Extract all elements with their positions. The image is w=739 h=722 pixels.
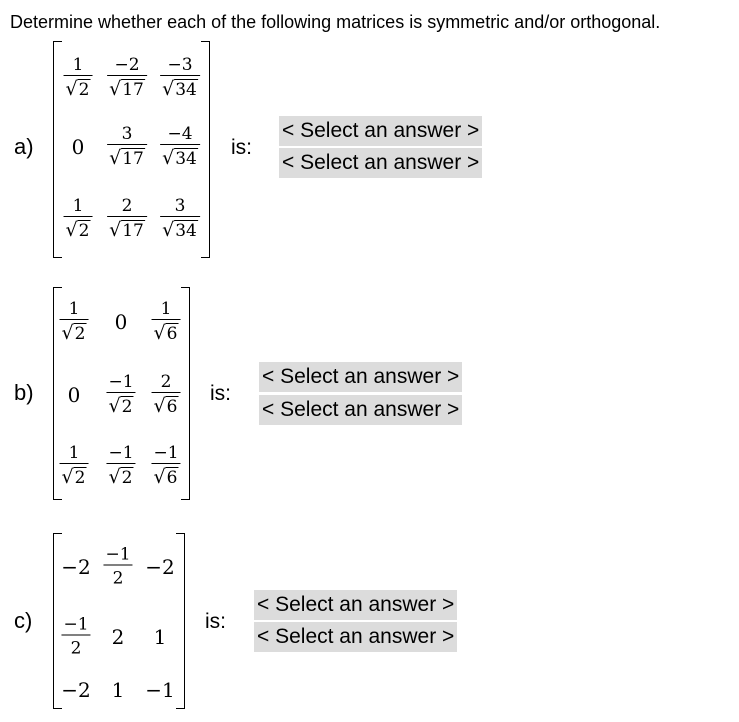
sqrt-symbol xyxy=(62,322,87,345)
matrix-b-cell-2-2 xyxy=(106,372,135,418)
fraction-numerator: 1 xyxy=(68,443,80,463)
fraction xyxy=(107,196,147,242)
fraction-denominator: 2 xyxy=(103,565,132,590)
matrix-b-right-bracket xyxy=(181,287,190,500)
sqrt-symbol xyxy=(162,147,198,170)
matrix-b-cell-2-3 xyxy=(152,372,181,418)
radical-sign: √ xyxy=(108,466,121,488)
matrix-a-cell-2-1 xyxy=(72,135,85,159)
matrix-c-cell-1-3 xyxy=(145,555,174,579)
radical-sign: √ xyxy=(109,219,122,241)
problem-b-symmetric-select[interactable]: < Select an answer > xyxy=(259,362,462,392)
fraction xyxy=(106,443,135,489)
fraction-denominator xyxy=(160,144,200,170)
radicand: 6 xyxy=(166,397,178,417)
matrix-a-cell-1-2 xyxy=(107,55,147,101)
matrix-a-cell-2-3 xyxy=(160,124,200,170)
fraction-denominator xyxy=(107,144,147,170)
matrix-entry-value: −2 xyxy=(61,555,91,579)
fraction-denominator xyxy=(160,216,200,242)
matrix-entry-value: 0 xyxy=(71,135,85,159)
matrix-b-cell-3-2 xyxy=(106,443,135,489)
problem-b-is-label: is: xyxy=(210,382,231,405)
radical-sign: √ xyxy=(109,78,122,100)
radical-sign: √ xyxy=(108,395,121,417)
matrix-entry-value: 1 xyxy=(111,678,125,702)
fraction-numerator: −1 xyxy=(108,372,134,392)
fraction xyxy=(160,55,200,101)
matrix-c-cell-3-3 xyxy=(145,678,174,702)
radical-sign: √ xyxy=(153,322,166,344)
matrix-b-cell-1-3 xyxy=(152,299,181,345)
sqrt-symbol xyxy=(66,219,91,242)
matrix-c-cell-1-2 xyxy=(103,545,132,590)
fraction xyxy=(64,196,93,242)
fraction xyxy=(160,124,200,170)
matrix-c-cell-2-3 xyxy=(154,625,167,649)
fraction-denominator xyxy=(151,463,180,489)
radical-sign: √ xyxy=(162,147,175,169)
fraction xyxy=(160,196,200,242)
question-prompt: Determine whether each of the following matrices is symmetric and/or orthogonal. xyxy=(10,12,661,32)
matrix-entry-value: 0 xyxy=(67,383,81,407)
matrix-a-cell-3-1 xyxy=(64,196,93,242)
matrix-entry-value: −1 xyxy=(145,678,175,702)
radicand: 2 xyxy=(121,468,133,488)
matrix-entry-value: −2 xyxy=(61,678,91,702)
matrix-a-cell-2-2 xyxy=(107,124,147,170)
problem-a-label: a) xyxy=(14,134,34,159)
problem-a-symmetric-select[interactable]: < Select an answer > xyxy=(279,116,482,146)
radical-sign: √ xyxy=(109,147,122,169)
problem-c-is-label: is: xyxy=(205,610,226,633)
fraction-denominator xyxy=(152,392,181,418)
sqrt-symbol xyxy=(109,219,145,242)
matrix-c-cell-3-1 xyxy=(61,678,90,702)
problem-c-label: c) xyxy=(14,608,33,633)
sqrt-symbol xyxy=(162,78,198,101)
sqrt-symbol xyxy=(154,322,179,345)
problem-a-orthogonal-select[interactable]: < Select an answer > xyxy=(279,148,482,178)
fraction-denominator xyxy=(60,319,89,345)
matrix-c-right-bracket xyxy=(176,533,185,709)
problem-c-orthogonal-select[interactable]: < Select an answer > xyxy=(254,622,457,652)
matrix-a-left-bracket xyxy=(53,41,62,258)
fraction-numerator: −1 xyxy=(63,614,89,635)
fraction xyxy=(152,299,181,345)
radical-sign: √ xyxy=(153,466,166,488)
fraction-denominator xyxy=(106,392,135,418)
fraction-numerator: −4 xyxy=(167,124,193,144)
fraction-numerator: 2 xyxy=(160,372,172,392)
fraction xyxy=(107,55,147,101)
matrix-entry-value: 1 xyxy=(153,625,167,649)
radicand: 2 xyxy=(121,397,133,417)
sqrt-symbol xyxy=(109,147,145,170)
radicand: 34 xyxy=(175,149,197,169)
matrix-b-cell-3-1 xyxy=(60,443,89,489)
radical-sign: √ xyxy=(153,395,166,417)
radicand: 2 xyxy=(78,221,90,241)
radicand: 34 xyxy=(175,221,197,241)
radicand: 34 xyxy=(175,80,197,100)
fraction-numerator: 1 xyxy=(72,55,84,75)
sqrt-symbol xyxy=(154,466,179,489)
radicand: 17 xyxy=(122,80,144,100)
sqrt-symbol xyxy=(62,466,87,489)
radicand: 2 xyxy=(74,324,86,344)
fraction-denominator xyxy=(60,463,89,489)
fraction-numerator: −2 xyxy=(114,55,140,75)
fraction xyxy=(61,615,90,660)
matrix-entry-value: −2 xyxy=(145,555,175,579)
matrix-b-cell-1-2 xyxy=(115,310,128,334)
fraction-denominator xyxy=(107,216,147,242)
fraction-numerator: 3 xyxy=(121,124,133,144)
sqrt-symbol xyxy=(162,219,198,242)
matrix-b-cell-3-3 xyxy=(151,443,180,489)
matrix-c-cell-1-1 xyxy=(61,555,90,579)
radical-sign: √ xyxy=(61,322,74,344)
radicand: 6 xyxy=(166,468,178,488)
fraction-numerator: 1 xyxy=(160,299,172,319)
fraction xyxy=(64,55,93,101)
radicand: 17 xyxy=(122,149,144,169)
sqrt-symbol xyxy=(154,395,179,418)
problem-b-orthogonal-select[interactable]: < Select an answer > xyxy=(259,395,462,425)
fraction-denominator xyxy=(107,75,147,101)
radicand: 2 xyxy=(74,468,86,488)
fraction xyxy=(106,372,135,418)
fraction-denominator xyxy=(106,463,135,489)
fraction-denominator xyxy=(64,216,93,242)
matrix-c-cell-3-2 xyxy=(112,678,125,702)
fraction-numerator: −3 xyxy=(167,55,193,75)
problem-a-is-label: is: xyxy=(231,136,252,159)
fraction-numerator: −1 xyxy=(108,443,134,463)
sqrt-symbol xyxy=(109,395,134,418)
fraction-denominator xyxy=(160,75,200,101)
radicand: 17 xyxy=(122,221,144,241)
radicand: 6 xyxy=(166,324,178,344)
sqrt-symbol xyxy=(66,78,91,101)
fraction xyxy=(152,372,181,418)
fraction xyxy=(60,299,89,345)
fraction-numerator: 2 xyxy=(121,196,133,216)
fraction xyxy=(60,443,89,489)
matrix-c-cell-2-2 xyxy=(112,625,125,649)
problem-b-label: b) xyxy=(14,380,34,405)
radical-sign: √ xyxy=(65,78,78,100)
fraction-denominator xyxy=(64,75,93,101)
matrix-a-cell-3-3 xyxy=(160,196,200,242)
matrix-a-cell-3-2 xyxy=(107,196,147,242)
sqrt-symbol xyxy=(109,78,145,101)
matrix-b-cell-2-1 xyxy=(68,383,81,407)
matrix-b-cell-1-1 xyxy=(60,299,89,345)
radical-sign: √ xyxy=(162,78,175,100)
sqrt-symbol xyxy=(109,466,134,489)
matrix-a-cell-1-3 xyxy=(160,55,200,101)
fraction-numerator: −1 xyxy=(105,544,131,565)
matrix-entry-value: 0 xyxy=(114,310,128,334)
fraction-numerator: −1 xyxy=(153,443,179,463)
radical-sign: √ xyxy=(162,219,175,241)
fraction xyxy=(103,545,132,590)
fraction-numerator: 1 xyxy=(68,299,80,319)
fraction-numerator: 1 xyxy=(72,196,84,216)
radicand: 2 xyxy=(78,80,90,100)
fraction-denominator: 2 xyxy=(61,635,90,660)
radical-sign: √ xyxy=(65,219,78,241)
fraction-denominator xyxy=(152,319,181,345)
fraction xyxy=(151,443,180,489)
problem-c-symmetric-select[interactable]: < Select an answer > xyxy=(254,590,457,620)
matrix-a-right-bracket xyxy=(201,41,210,258)
fraction-numerator: 3 xyxy=(174,196,186,216)
fraction xyxy=(107,124,147,170)
matrix-a-cell-1-1 xyxy=(64,55,93,101)
matrix-entry-value: 2 xyxy=(111,625,125,649)
radical-sign: √ xyxy=(61,466,74,488)
matrix-c-cell-2-1 xyxy=(61,615,90,660)
